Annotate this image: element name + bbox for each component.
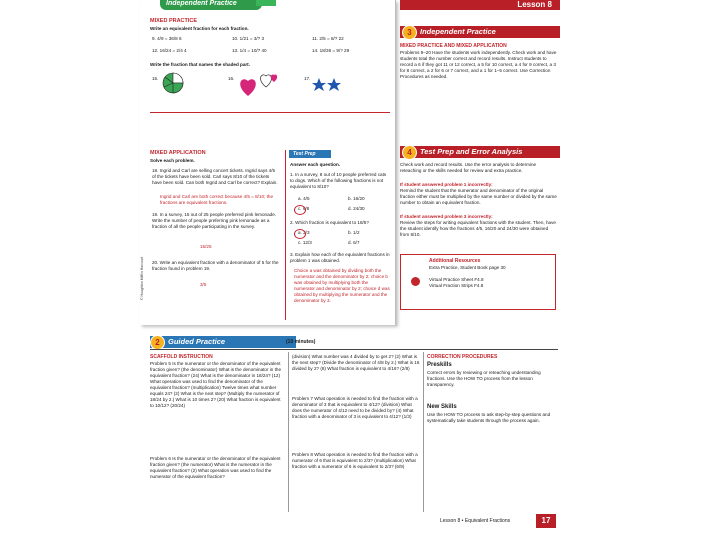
shaded-part-instruction: Write the fraction that names the shaded part. bbox=[150, 62, 250, 67]
hearts-icon bbox=[238, 72, 284, 102]
scaffold-text-1: Problem 5 Is the numerator or the denominator of the equivalent fraction given? (the denominator) What is the denominator in the equivalent fraction? (24) What is the denominator in 18/24? (12) What operation was used to find the denominator of the equivalent fraction? (multiplication) Twelve times what number equals 24? (2) What is the next step? (Multiply the numerator of 18/24 by 2.) What is 10 times 2? (20) What fraction is equivalent to 10/12? (20/24) bbox=[150, 361, 281, 408]
question-2-c: c. 12/3 bbox=[298, 240, 312, 245]
error1-text: Remind the student that the numerator and denominator of the original fraction either must be multiplied by the same number or divided by the same number to obtain an equivalent fraction. bbox=[400, 188, 557, 205]
scaffold-heading: SCAFFOLD INSTRUCTION bbox=[150, 354, 213, 360]
section3-number: 3 bbox=[402, 25, 417, 40]
question-1-b: b. 16/20 bbox=[348, 196, 365, 201]
problem-9: 9. 4/9 = 36/8 6 bbox=[152, 36, 182, 41]
problem-10: 10. 1/21 = 3/? 3 bbox=[232, 36, 265, 41]
shaded-circle-icon bbox=[162, 72, 184, 94]
student-page-tab: Independent Practice bbox=[160, 0, 262, 10]
lesson-label: Lesson 8 bbox=[517, 0, 552, 9]
new-skills-heading: New Skills bbox=[427, 404, 457, 410]
problem-13: 13. 1/4 = 10/? 40 bbox=[232, 48, 267, 53]
section3-title: Independent Practice bbox=[420, 27, 496, 36]
section3-text: Problems 9–20 Have the students work independently. Check work and have students total the number correct and record results. Instruct students to record a 6 if they got 11 or 12 correct, a 5 for 10 correct, a 4 for 9 correct, a 3 for 8 correct, a 2 for 6 or 7 correct, and a 1 for 1–5 correct. Use Correction Procedures as needed. bbox=[400, 50, 557, 79]
preskills-heading: Preskills bbox=[427, 362, 452, 368]
section-divider bbox=[150, 112, 390, 113]
page-number: 17 bbox=[536, 514, 556, 528]
section4-title: Test Prep and Error Analysis bbox=[420, 147, 523, 156]
resources-line1: Extra Practice, Student Book page 30 bbox=[429, 265, 506, 270]
answer-circle-2a bbox=[294, 229, 306, 239]
problem-18-answer: Ingrid and Carl are both correct because 4/5 = 8/10; the fractions are equivalent fractions. bbox=[160, 194, 273, 205]
column-divider-2 bbox=[423, 352, 424, 512]
footer-text: Lesson 8 • Equivalent Fractions bbox=[440, 518, 511, 524]
lesson-header-bar bbox=[400, 0, 560, 10]
test-prep-heading: Test Prep bbox=[289, 150, 331, 158]
problem-18: 18. Ingrid and Carl are selling concert tickets. Ingrid says 4/5 of the tickets have been sold. Carl says 8/10 of the tickets have been sold. Can both Ingrid and Carl be correct? Explain. bbox=[152, 168, 278, 185]
stars-icon bbox=[312, 78, 342, 92]
question-2-d: d. 6/7 bbox=[348, 240, 360, 245]
error3-text: Review the steps for writing equivalent fractions with the student. Then, have the student identify how the fractions 4/5, 16/20 and 24/30 were obtained from 8/10. bbox=[400, 220, 556, 237]
answer-circle-1c bbox=[294, 205, 306, 215]
error3-heading: If student answered problem 3 incorrectly: bbox=[400, 214, 493, 219]
section4-text: Check work and record results. Use the error analysis to determine reteaching or the skills needed for review and extra practice. bbox=[400, 162, 537, 173]
question-1-c: c. 6/8 bbox=[298, 206, 310, 211]
resources-line3: Virtual Fraction Strips F4.8 bbox=[429, 283, 484, 288]
independent-practice-bar bbox=[400, 26, 560, 38]
mixed-application-intro: Solve each problem. bbox=[150, 158, 195, 163]
student-page bbox=[140, 0, 396, 325]
mixed-practice-instruction: Write an equivalent fraction for each fraction. bbox=[150, 26, 249, 31]
question-3-answer: Choice a was obtained by dividing both the numerator and the denominator by 2; choice b was obtained by multiplying both the numerator and denominator by 2; choice d was obtained by multiplying the numerator and the denominator by 3. bbox=[294, 268, 390, 303]
mixed-application-heading: MIXED APPLICATION bbox=[150, 150, 206, 156]
additional-resources-box bbox=[400, 254, 556, 310]
scaffold-text-2: Problem 6 Is the numerator or the denominator of the equivalent fraction given? (the numerator) What is the numerator in the equivalent fraction? (2) What operation was used to find the numerator of the equivalent fraction? bbox=[150, 456, 281, 479]
new-skills-text: Use the HOW TO process to ask step-by-step questions and systematically take students through the process again. bbox=[427, 412, 551, 423]
problem-17-label: 17. bbox=[304, 76, 311, 81]
question-1-a: a. 4/5 bbox=[298, 196, 310, 201]
section4-number: 4 bbox=[402, 145, 417, 160]
guided-rule bbox=[150, 349, 558, 350]
problem-14: 14. 18/36 = 9/? 29 bbox=[312, 48, 350, 53]
guided-title: Guided Practice bbox=[168, 337, 226, 346]
section3-subhead: MIXED PRACTICE AND MIXED APPLICATION bbox=[400, 43, 507, 49]
guided-practice-bar bbox=[150, 336, 296, 348]
mixed-practice-heading: MIXED PRACTICE bbox=[150, 18, 198, 24]
tab-accent-bar bbox=[256, 0, 276, 6]
resources-line2: Virtual Practice Sheet F4.8 bbox=[429, 277, 484, 282]
problem-11: 11. 2/5 = 8/? 22 bbox=[312, 36, 344, 41]
question-2-b: b. 1/2 bbox=[348, 230, 360, 235]
problem-19: 19. In a survey, 15 out of 25 people preferred pink lemonade. Write the number of people preferring pink lemonade as a fraction of all the people participating in the survey. bbox=[152, 212, 277, 229]
question-2: 2. Which fraction is equivalent to 18/5? bbox=[290, 220, 369, 225]
problem-20: 20. Write an equivalent fraction with a denominator of 5 for the fraction found in problem 19. bbox=[152, 260, 279, 271]
test-prep-error-bar bbox=[400, 146, 560, 158]
problem-19-answer: 15/25 bbox=[200, 244, 212, 249]
question-2-a: a. 2/3 bbox=[298, 230, 310, 235]
copyright-note: © Houghton Mifflin Harcourt bbox=[140, 256, 144, 300]
guided-col2-text-3: Problem 8 What operation is needed to find the fraction with a numerator of 6 that is equivalent to 2/3? (multiplication) What fraction with a numerator of 6 is equivalent to 2/3? (6/9) bbox=[292, 452, 418, 469]
preskills-text: Correct errors by reviewing or reteaching understanding fractions. Use the HOW TO process from the lesson transparency. bbox=[427, 370, 541, 387]
test-prep-divider bbox=[285, 150, 286, 320]
question-1-d: d. 24/30 bbox=[348, 206, 365, 211]
question-3: 3. Explain how each of the equivalent fractions in problem 1 was obtained. bbox=[290, 252, 390, 263]
correction-heading: CORRECTION PROCEDURES bbox=[427, 354, 498, 360]
problem-12: 12. 16/24 = 2/4 4 bbox=[152, 48, 187, 53]
resource-icon bbox=[411, 277, 420, 286]
question-1: 1. In a survey, 8 out of 10 people preferred cats to dogs. Which of the following fractions is not equivalent to 8/10? bbox=[290, 172, 387, 189]
column-divider-1 bbox=[288, 352, 289, 512]
resources-title: Additional Resources bbox=[429, 258, 481, 264]
problem-20-answer: 3/5 bbox=[200, 282, 207, 287]
problem-16-label: 16. bbox=[228, 76, 235, 81]
error1-heading: If student answered problem 1 incorrectly: bbox=[400, 182, 493, 187]
guided-duration: (10 minutes) bbox=[286, 339, 316, 345]
test-prep-intro: Answer each question. bbox=[290, 162, 341, 167]
guided-col2-text-2: Problem 7 What operation is needed to find the fraction with a denominator of 3 that is equivalent to 4/12? (division) What does the numerator of 4/12 need to be divided by? (4) What fraction with a denominator of 3 is equivalent to 4/12? (1/3) bbox=[292, 396, 418, 419]
guided-number: 2 bbox=[150, 335, 165, 350]
problem-15-label: 15. bbox=[152, 76, 159, 81]
guided-col2-text-1: (division) What number was 4 divided by to get 2? (2) What is the next step? (Divide the denominator of 4/8 by 2.) What is 16 divided by 2? (8) What fraction is equivalent to 4/16? (2/8) bbox=[292, 354, 420, 371]
